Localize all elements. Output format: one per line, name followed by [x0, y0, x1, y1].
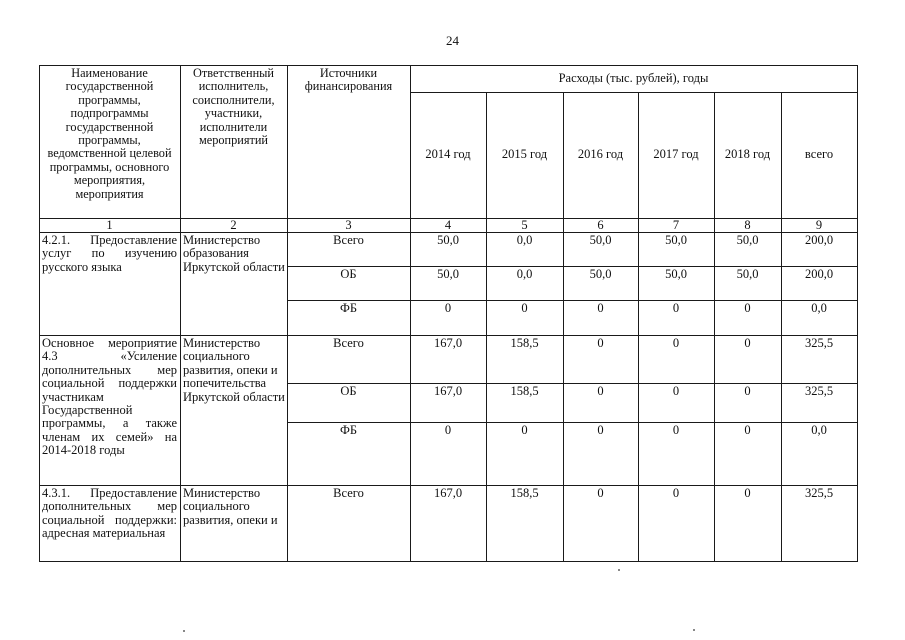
value-cell: 167,0	[433, 486, 463, 500]
table-vrule	[781, 92, 782, 562]
value-cell: 200,0	[804, 233, 834, 247]
row-name: 4.3.1. Предоставление дополнительных мер социальной поддержки: адресная материальная	[42, 486, 177, 541]
header-sources: Источники финансирования	[304, 66, 393, 94]
value-cell: 158,5	[510, 486, 539, 500]
table-hrule	[287, 266, 858, 267]
column-number: 7	[672, 218, 680, 232]
value-cell: 50,0	[437, 267, 459, 281]
value-cell: 0	[672, 486, 680, 500]
value-cell: 0	[744, 301, 751, 315]
source-label: Всего	[333, 233, 364, 247]
value-cell: 0	[597, 384, 604, 398]
value-cell: 158,5	[510, 384, 539, 398]
scan-speck	[618, 569, 620, 571]
value-cell: 0,0	[811, 301, 827, 315]
value-cell: 0	[597, 336, 604, 350]
value-cell: 325,5	[804, 336, 834, 350]
value-cell: 0	[744, 384, 751, 398]
source-label: Всего	[333, 336, 364, 350]
value-cell: 167,0	[433, 384, 463, 398]
value-cell: 0	[597, 423, 604, 437]
column-number: 8	[744, 218, 751, 232]
table-vrule	[563, 92, 564, 562]
value-cell: 158,5	[510, 336, 539, 350]
value-cell: 167,0	[433, 336, 463, 350]
table-vrule	[180, 65, 181, 562]
row-executor: Министерство социального развития, опеки и	[183, 486, 278, 527]
header-name: Наименование государственной программы, подпрограммы государственной программы, ведомственной целевой программы, основного мероприятия, мероприятия	[47, 66, 172, 201]
value-cell: 0	[521, 301, 528, 315]
value-cell: 325,5	[804, 486, 834, 500]
table-hrule	[287, 422, 858, 423]
value-cell: 0	[744, 486, 751, 500]
value-cell: 50,0	[665, 267, 687, 281]
value-cell: 0,0	[516, 267, 533, 281]
column-number: 6	[597, 218, 604, 232]
value-cell: 0	[444, 423, 452, 437]
column-number: 9	[815, 218, 823, 232]
value-cell: 0	[672, 423, 680, 437]
column-number: 5	[521, 218, 528, 232]
value-cell: 50,0	[736, 267, 759, 281]
value-cell: 50,0	[736, 233, 759, 247]
header-expenses: Расходы (тыс. рублей), годы	[558, 71, 709, 85]
column-number: 1	[106, 218, 113, 232]
value-cell: 0	[672, 336, 680, 350]
row-name: 4.2.1. Предоставление услуг по изучению русского языка	[42, 233, 177, 274]
value-cell: 0	[744, 423, 751, 437]
table-vrule	[857, 65, 858, 562]
table-vrule	[638, 92, 639, 562]
scan-speck	[183, 630, 185, 632]
page-number: 24	[446, 33, 459, 48]
table-hrule	[39, 65, 858, 66]
source-label: ОБ	[340, 384, 357, 398]
value-cell: 50,0	[589, 233, 612, 247]
table-vrule	[287, 65, 288, 562]
table-vrule	[486, 92, 487, 562]
table-hrule	[287, 383, 858, 384]
header-year: 2016 год	[577, 147, 624, 161]
value-cell: 0	[744, 336, 751, 350]
table-hrule	[39, 561, 858, 562]
value-cell: 325,5	[804, 384, 834, 398]
header-executor: Ответственный исполнитель, соисполнители, участники, исполнители мероприятий	[192, 66, 275, 148]
row-executor: Министерство образования Иркутской области	[183, 233, 285, 274]
column-number: 2	[230, 218, 237, 232]
value-cell: 0	[597, 486, 604, 500]
source-label: Всего	[333, 486, 364, 500]
source-label: ФБ	[339, 423, 358, 437]
value-cell: 50,0	[589, 267, 612, 281]
source-label: ОБ	[340, 267, 357, 281]
row-executor: Министерство социального развития, опеки и попечительства Иркутской области	[183, 336, 285, 404]
header-year: 2017 год	[653, 147, 699, 161]
scan-speck	[693, 629, 695, 631]
header-year: 2014 год	[425, 147, 471, 161]
table-hrule	[410, 92, 858, 93]
value-cell: 50,0	[437, 233, 459, 247]
value-cell: 0,0	[811, 423, 827, 437]
table-hrule	[287, 300, 858, 301]
value-cell: 0	[672, 384, 680, 398]
value-cell: 0,0	[516, 233, 533, 247]
source-label: ФБ	[339, 301, 358, 315]
table-vrule	[410, 65, 411, 562]
value-cell: 0	[597, 301, 604, 315]
table-vrule	[39, 65, 40, 562]
column-number: 3	[345, 218, 352, 232]
value-cell: 0	[444, 301, 452, 315]
header-year: всего	[804, 147, 834, 161]
value-cell: 0	[672, 301, 680, 315]
header-year: 2018 год	[724, 147, 771, 161]
value-cell: 50,0	[665, 233, 687, 247]
header-year: 2015 год	[501, 147, 548, 161]
table-vrule	[714, 92, 715, 562]
column-number: 4	[444, 218, 452, 232]
value-cell: 200,0	[804, 267, 834, 281]
row-name: Основное мероприятие 4.3 «Усиление дополнительных мер социальной поддержки участникам Государственной программы, а также членам их семей» на 2014-2018 годы	[42, 336, 177, 458]
value-cell: 0	[521, 423, 528, 437]
